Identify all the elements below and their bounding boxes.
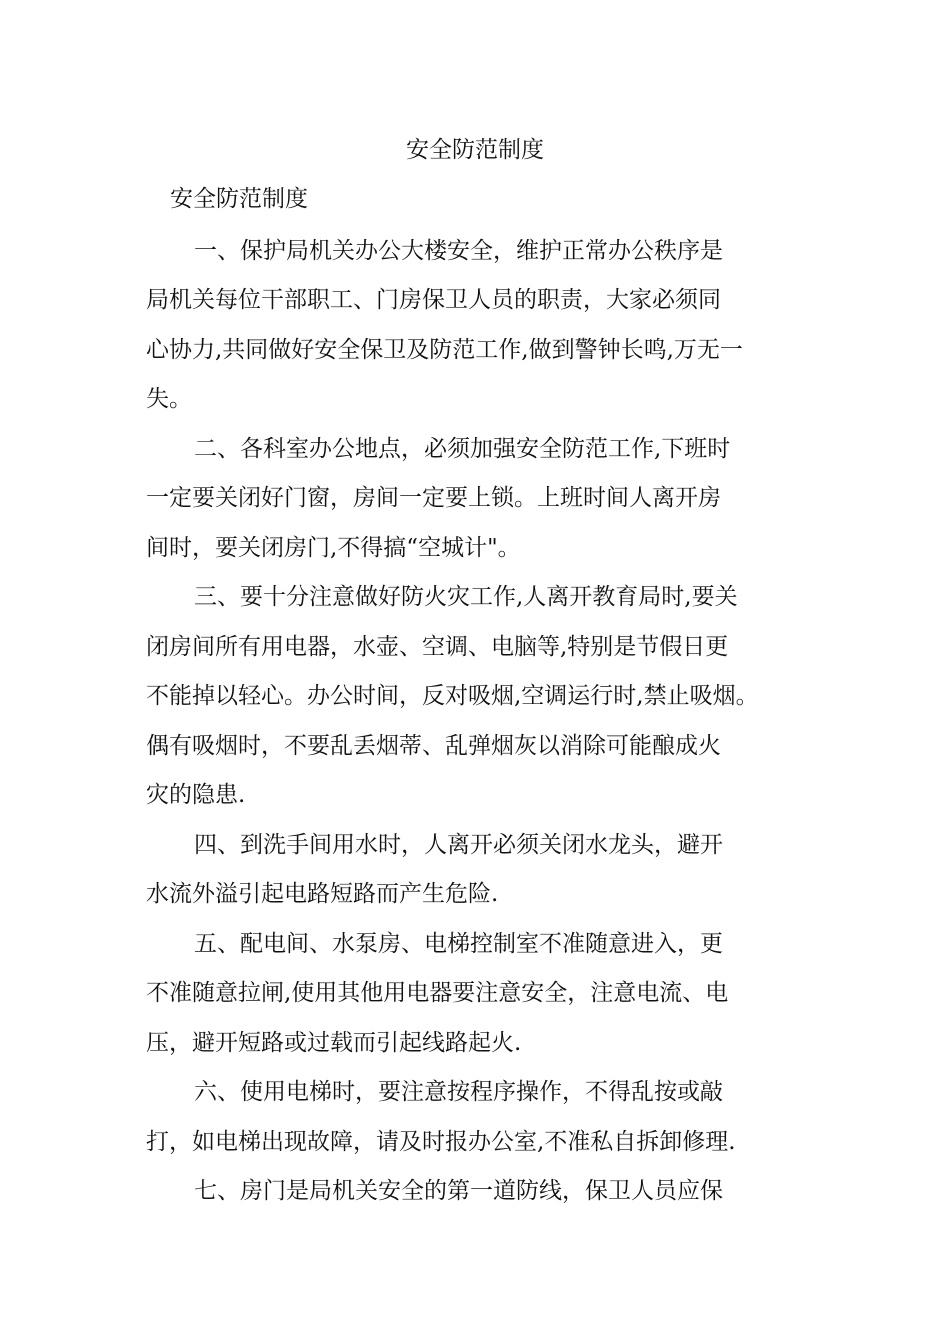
paragraph-3-line-2: 闭房间所有用电器，水壶、空调、电脑等,特别是节假日更 [146, 634, 729, 660]
paragraph-6-line-2: 打，如电梯出现故障，请及时报办公室,不准私自拆卸修理. [146, 1129, 736, 1155]
paragraph-6-line-1: 六、使用电梯时，要注意按程序操作，不得乱按或敲 [194, 1079, 723, 1105]
paragraph-4-line-2: 水流外溢引起电路短路而产生危险. [146, 881, 499, 907]
paragraph-3-line-4: 偶有吸烟时，不要乱丢烟蒂、乱弹烟灰以消除可能酿成火 [146, 733, 721, 759]
paragraph-3-line-5: 灾的隐患. [146, 782, 246, 808]
paragraph-3-line-3: 不能掉以轻心。办公时间，反对吸烟,空调运行时,禁止吸烟。 [146, 683, 759, 709]
paragraph-7-line-1: 七、房门是局机关安全的第一道防线，保卫人员应保 [194, 1178, 723, 1204]
document-subtitle: 安全防范制度 [170, 186, 308, 212]
paragraph-5-line-3: 压，避开短路或过载而引起线路起火. [146, 1030, 522, 1056]
paragraph-1-line-3: 心协力,共同做好安全保卫及防范工作,做到警钟长鸣,万无一 [146, 337, 743, 363]
paragraph-1-line-2: 局机关每位干部职工、门房保卫人员的职责，大家必须同 [146, 287, 721, 313]
paragraph-2-line-2: 一定要关闭好门窗，房间一定要上锁。上班时间人离开房 [146, 485, 721, 511]
paragraph-5-line-2: 不准随意拉闸,使用其他用电器要注意安全，注意电流、电 [146, 980, 729, 1006]
paragraph-3-line-1: 三、要十分注意做好防火灾工作,人离开教育局时,要关 [194, 584, 738, 610]
document-title: 安全防范制度 [406, 137, 544, 163]
paragraph-5-line-1: 五、配电间、水泵房、电梯控制室不准随意进入，更 [194, 931, 723, 957]
paragraph-1-line-1: 一、保护局机关办公大楼安全，维护正常办公秩序是 [194, 238, 723, 264]
paragraph-2-line-1: 二、各科室办公地点，必须加强安全防范工作,下班时 [194, 436, 731, 462]
paragraph-2-line-3: 间时，要关闭房门,不得搞“空城计"。 [146, 535, 521, 561]
paragraph-1-line-4: 失。 [146, 386, 192, 412]
paragraph-4-line-1: 四、到洗手间用水时，人离开必须关闭水龙头，避开 [194, 832, 723, 858]
